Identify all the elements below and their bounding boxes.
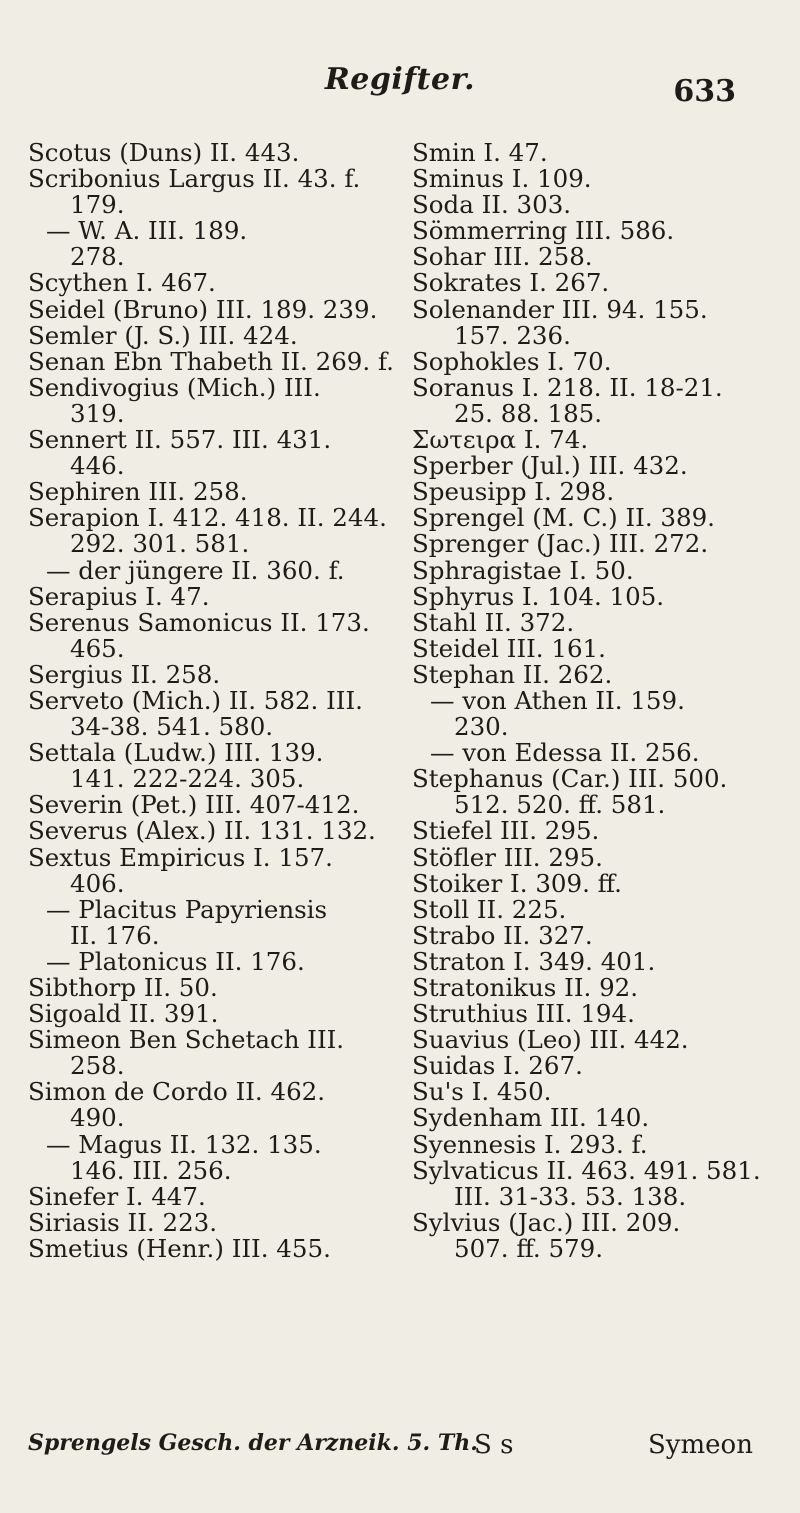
index-entry: Simeon Ben Schetach III. xyxy=(28,1025,345,1055)
index-entry: Sinefer I. 447. xyxy=(28,1181,206,1211)
index-entry: 490. xyxy=(70,1103,125,1133)
index-entry: Stiefel III. 295. xyxy=(412,816,600,846)
index-entry: Sphyrus I. 104. 105. xyxy=(412,581,665,611)
index-entry: Solenander III. 94. 155. xyxy=(412,294,708,324)
index-entry: Suavius (Leo) III. 442. xyxy=(412,1025,689,1055)
index-entry: Su's I. 450. xyxy=(412,1077,552,1107)
index-entry: Sergius II. 258. xyxy=(28,659,221,689)
index-entry: Stahl II. 372. xyxy=(412,607,575,637)
index-entry: Seidel (Bruno) III. 189. 239. xyxy=(28,294,378,324)
index-entry: Smetius (Henr.) III. 455. xyxy=(28,1233,331,1263)
index-entry: 465. xyxy=(70,633,125,663)
index-entry: Soranus I. 218. II. 18-21. xyxy=(412,372,723,402)
index-entry: Stoiker I. 309. ff. xyxy=(412,868,622,898)
index-entry: Sphragistae I. 50. xyxy=(412,555,634,585)
index-entry: Sigoald II. 391. xyxy=(28,999,219,1029)
index-entry: Sperber (Jul.) III. 432. xyxy=(412,451,688,481)
index-entry: Sohar III. 258. xyxy=(412,242,593,272)
index-entry: Scythen I. 467. xyxy=(28,268,216,298)
index-entry: — der jüngere II. 360. f. xyxy=(46,555,345,585)
index-entry: Soda II. 303. xyxy=(412,190,572,220)
index-entry: Straton I. 349. 401. xyxy=(412,946,656,976)
index-entry: Serveto (Mich.) II. 582. III. xyxy=(28,685,363,715)
index-entry: 25. 88. 185. xyxy=(454,398,603,428)
index-entry: Sendivogius (Mich.) III. xyxy=(28,372,321,402)
index-entry: Steidel III. 161. xyxy=(412,633,606,663)
index-entry: Settala (Ludw.) III. 139. xyxy=(28,738,324,768)
sheet-mark: S s xyxy=(474,1430,514,1460)
index-entry: Semler (J. S.) III. 424. xyxy=(28,320,298,350)
index-entry: Scribonius Largus II. 43. f. xyxy=(28,164,361,194)
index-entry: Serapion I. 412. 418. II. 244. xyxy=(28,503,387,533)
index-entry: 179. xyxy=(70,190,125,220)
index-entry: III. 31-33. 53. 138. xyxy=(454,1181,687,1211)
index-entry: 141. 222-224. 305. xyxy=(70,764,305,794)
index-entry: — Platonicus II. 176. xyxy=(46,946,305,976)
index-entry: 319. xyxy=(70,398,125,428)
page-number: 633 xyxy=(673,74,736,109)
index-entry: Syennesis I. 293. f. xyxy=(412,1129,648,1159)
index-entry: 146. III. 256. xyxy=(70,1155,232,1185)
index-entry: Sminus I. 109. xyxy=(412,164,592,194)
index-entry: Senan Ebn Thabeth II. 269. f. xyxy=(28,346,394,376)
catchword: Symeon xyxy=(648,1430,753,1460)
page-footer xyxy=(0,1430,800,1462)
index-entry: Severus (Alex.) II. 131. 132. xyxy=(28,816,376,846)
index-entry: Siriasis II. 223. xyxy=(28,1207,218,1237)
index-entry: 278. xyxy=(70,242,125,272)
index-entry: Stoll II. 225. xyxy=(412,894,567,924)
index-entry: 34-38. 541. 580. xyxy=(70,712,274,742)
index-entry: Sextus Empiricus I. 157. xyxy=(28,842,333,872)
index-entry: II. 176. xyxy=(70,920,160,950)
index-entry: 258. xyxy=(70,1051,125,1081)
index-entry: Sophokles I. 70. xyxy=(412,346,612,376)
printer-signature: Sprengels Gesch. der Arzneik. 5. Th. xyxy=(28,1430,478,1456)
index-entry: Sibthorp II. 50. xyxy=(28,973,218,1002)
index-entry: Sydenham III. 140. xyxy=(412,1103,650,1133)
index-entry: 406. xyxy=(70,868,125,898)
index-entry: — von Edessa II. 256. xyxy=(430,738,700,768)
index-entry: Stephanus (Car.) III. 500. xyxy=(412,764,728,794)
index-entry: Serenus Samonicus II. 173. xyxy=(28,607,370,637)
index-entry: Struthius III. 194. xyxy=(412,999,635,1029)
index-entry: Sprenger (Jac.) III. 272. xyxy=(412,529,709,559)
index-entry: 292. 301. 581. xyxy=(70,529,250,559)
index-entry: Σωτειρα I. 74. xyxy=(412,425,589,455)
index-entry: 507. ff. 579. xyxy=(454,1233,603,1263)
index-entry: Stephan II. 262. xyxy=(412,659,613,689)
index-entry: Sennert II. 557. III. 431. xyxy=(28,425,332,455)
index-entry: Stöfler III. 295. xyxy=(412,842,603,872)
index-entry: — von Athen II. 159. xyxy=(430,685,685,715)
index-entry: Scotus (Duns) II. 443. xyxy=(28,138,300,167)
index-entry: — Magus II. 132. 135. xyxy=(46,1129,322,1159)
index-entry: 446. xyxy=(70,451,125,481)
index-entry: 512. 520. ff. 581. xyxy=(454,790,666,820)
index-entry: Sokrates I. 267. xyxy=(412,268,610,298)
index-entry: Smin I. 47. xyxy=(412,138,548,167)
index-entry: Suidas I. 267. xyxy=(412,1051,583,1081)
index-column-right xyxy=(412,140,792,1262)
index-entry: Sephiren III. 258. xyxy=(28,477,248,507)
index-entry: — W. A. III. 189. xyxy=(46,216,248,246)
running-head: Regifter. xyxy=(324,62,476,97)
index-entry: 157. 236. xyxy=(454,320,571,350)
index-entry: Sylvaticus II. 463. 491. 581. xyxy=(412,1155,761,1185)
index-entry: Severin (Pet.) III. 407-412. xyxy=(28,790,360,820)
index-entry: Speusipp I. 298. xyxy=(412,477,615,507)
index-column-left xyxy=(28,140,400,1262)
index-entry: Stratonikus II. 92. xyxy=(412,973,639,1002)
index-entry: Strabo II. 327. xyxy=(412,920,593,950)
index-entry: Sylvius (Jac.) III. 209. xyxy=(412,1207,681,1237)
index-entry: Serapius I. 47. xyxy=(28,581,210,611)
index-entry: — Placitus Papyriensis xyxy=(46,894,328,924)
index-entry: Sömmerring III. 586. xyxy=(412,216,675,246)
index-entry: Simon de Cordo II. 462. xyxy=(28,1077,326,1107)
index-entry: Sprengel (M. C.) II. 389. xyxy=(412,503,715,533)
index-entry: 230. xyxy=(454,712,509,742)
